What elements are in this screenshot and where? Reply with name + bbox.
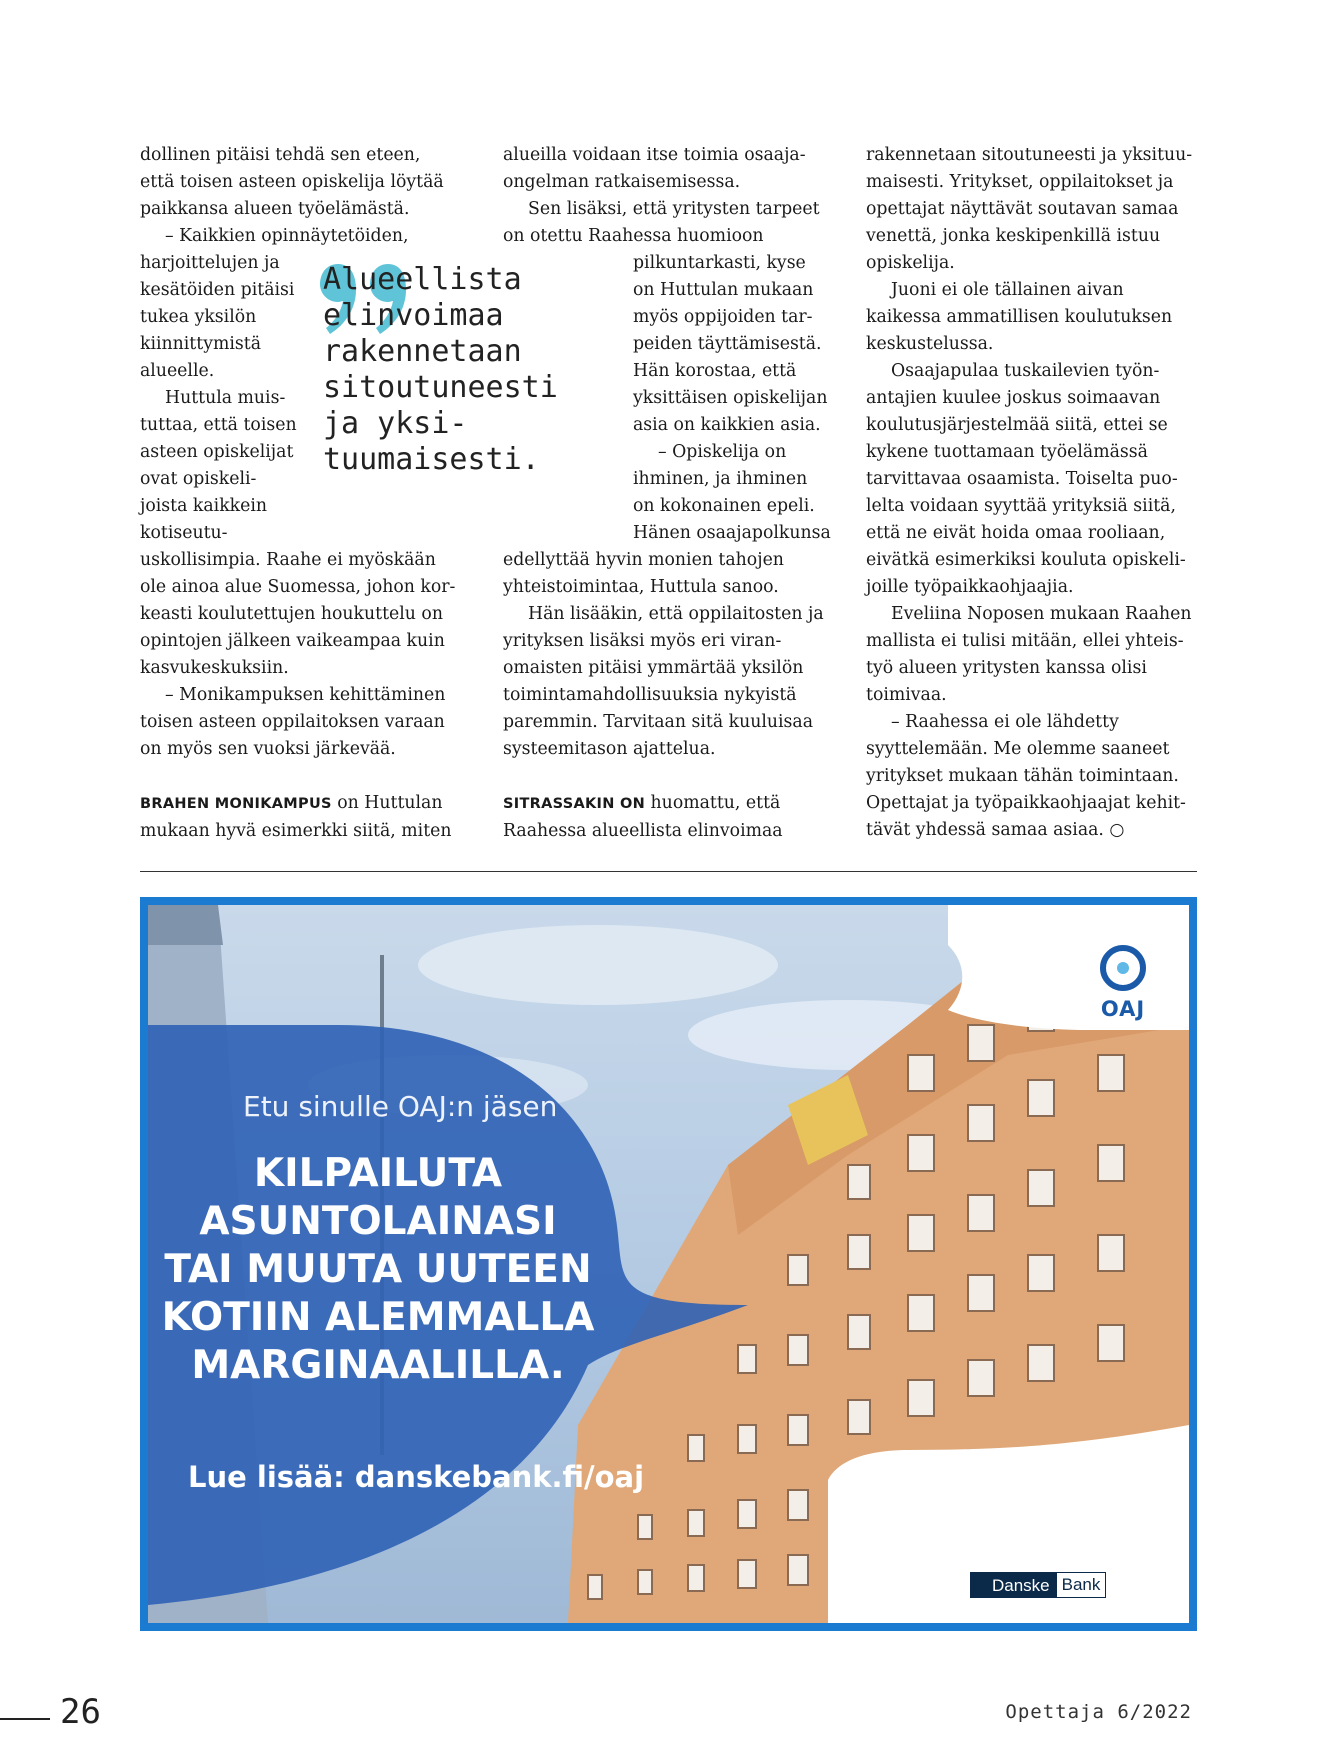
text-line: ovat opiskeli- [140,469,257,489]
article-column-2 [503,142,833,845]
text-line: tarvittavaa osaamista. Toiselta puo- [866,469,1178,489]
text-line: Hän korostaa, että [633,361,797,381]
headline-line: ASUNTOLAINASI [199,1199,557,1244]
text-line: toimintamahdollisuuksia nykyistä [503,685,797,705]
text-line: kykene tuottamaan työelämässä [866,442,1148,462]
text-line: – Monikampuksen kehittäminen [165,685,446,705]
text-line: joista kaikkein [140,496,268,516]
headline-line: KILPAILUTA [253,1151,503,1196]
folio-rule [0,1718,50,1720]
danske-logo-right: Bank [1056,1572,1107,1598]
issue-label: Opettaja 6/2022 [1005,1701,1192,1723]
text-line: – Kaikkien opinnäytetöiden, [165,226,409,246]
danske-logo-left: Danske [970,1572,1056,1598]
text-line: että ne eivät hoida omaa rooliaan, [866,523,1166,543]
text-line: keasti koulutettujen houkuttelu on [140,604,443,624]
text-line: tukea yksilön [140,307,257,327]
text-line: koulutusjärjestelmää siitä, ettei se [866,415,1168,435]
text-line: kaikessa ammatillisen koulutuksen [866,307,1173,327]
text-line: Sen lisäksi, että yritysten tarpeet [528,199,820,219]
text-line: systeemitason ajattelua. [503,739,716,759]
oaj-logo [1088,943,1158,1021]
ad-kicker: Etu sinulle OAJ:n jäsen [243,1090,558,1123]
text-line: yksittäisen opiskelijan [633,388,828,408]
text-line: paremmin. Tarvitaan sitä kuuluisaa [503,712,814,732]
oaj-logo-text: OAJ [1100,997,1146,1021]
headline-line: MARGINAALILLA. [191,1343,565,1388]
pull-quote-line: ja yksi- [323,406,468,441]
text-line: – Raahessa ei ole lähdetty [891,712,1119,732]
text-line: keskustelussa. [866,334,994,354]
text-line: Eveliina Noposen mukaan Raahen [891,604,1192,624]
text-line: edellyttää hyvin monien tahojen [503,550,784,570]
text-line: peiden täyttämisestä. [633,334,822,354]
divider [140,871,1197,872]
text-line: uskollisimpia. Raahe ei myöskään [140,550,436,570]
text-line: kasvukeskuksiin. [140,658,289,678]
text-run: on Huttulan [331,793,443,813]
text-line: Hänen osaajapolkunsa [633,523,831,543]
text-line: Osaajapulaa tuskailevien työn- [891,361,1160,381]
text-line: ongelman ratkaisemisessa. [503,172,741,192]
text-line: Juoni ei ole tällainen aivan [891,280,1124,300]
text-line: opiskelija. [866,253,955,273]
text-line: yritykset mukaan tähän toimintaan. [866,766,1179,786]
pull-quote-line: elinvoimaa [323,298,504,333]
pull-quote [323,262,623,478]
text-line: omaisten pitäisi ymmärtää yksilön [503,658,804,678]
headline-line: TAI MUUTA UUTEEN [164,1247,592,1292]
text-line: Opettajat ja työpaikkaohjaajat kehit- [866,793,1186,813]
advertisement [140,897,1197,1631]
text-line: dollinen pitäisi tehdä sen eteen, [140,145,421,165]
text-line: toisen asteen oppilaitoksen varaan [140,712,445,732]
text-line: yhteistoimintaa, Huttula sanoo. [503,577,779,597]
text-line: alueilla voidaan itse toimia osaaja- [503,145,806,165]
text-line: Huttula muis- [165,388,286,408]
text-line: kiinnittymistä [140,334,261,354]
text-line: paikkansa alueen työelämästä. [140,199,410,219]
text-line: syyttelemään. Me olemme saaneet [866,739,1170,759]
ad-headline [158,1150,598,1390]
text-line: työ alueen yritysten kanssa olisi [866,658,1147,678]
text-line: ihminen, ja ihminen [633,469,808,489]
text-line: että toisen asteen opiskelija löytää [140,172,444,192]
text-line: toimivaa. [866,685,947,705]
text-line: mukaan hyvä esimerkki siitä, miten [140,821,452,841]
section-lead: SITRASSAKIN ON [503,796,646,812]
pull-quote-line: rakennetaan [323,334,522,369]
ad-cta-link[interactable]: Lue lisää: danskebank.fi/oaj [188,1460,645,1494]
text-line: tuttaa, että toisen [140,415,297,435]
text-line: ole ainoa alue Suomessa, johon kor- [140,577,456,597]
text-line: harjoittelujen ja [140,253,280,273]
pull-quote-line: Alueellista [323,262,522,297]
text-line: myös oppijoiden tar- [633,307,813,327]
text-line: venettä, jonka keskipenkillä istuu [866,226,1161,246]
text-line: opintojen jälkeen vaikeampaa kuin [140,631,445,651]
pull-quote-line: sitoutuneesti [323,370,558,405]
text-line: opettajat näyttävät soutavan samaa [866,199,1179,219]
text-line: kesätöiden pitäisi [140,280,295,300]
danske-bank-logo [970,1572,1106,1598]
text-line [503,790,833,818]
text-line: tävät yhdessä samaa asiaa. ○ [866,820,1125,840]
text-line: mallista ei tulisi mitään, ellei yhteis- [866,631,1184,651]
section-lead: BRAHEN MONIKAMPUS [140,796,332,812]
text-line: lelta voidaan syyttää yrityksiä siitä, [866,496,1176,516]
text-line: on Huttulan mukaan [633,280,814,300]
text-line: alueelle. [140,361,215,381]
headline-line: KOTIIN ALEMMALLA [161,1295,595,1340]
text-line: – Opiskelija on [658,442,787,462]
text-line: maisesti. Yritykset, oppilaitokset ja [866,172,1174,192]
text-line: eivätkä esimerkiksi kouluta opiskeli- [866,550,1186,570]
text-line: rakennetaan sitoutuneesti ja yksituu- [866,145,1193,165]
pull-quote-line: tuumaisesti. [323,442,540,477]
text-line: Raahessa alueellista elinvoimaa [503,821,783,841]
text-run: huomattu, että [645,793,781,813]
text-line: pilkuntarkasti, kyse [633,253,806,273]
text-line: on myös sen vuoksi järkevää. [140,739,396,759]
text-line [140,790,470,818]
ad-photo [148,905,1189,1623]
oaj-swirl-icon [1094,943,1152,993]
text-line: asteen opiskelijat [140,442,294,462]
text-line: kotiseutu- [140,523,228,543]
text-line: asia on kaikkien asia. [633,415,821,435]
text-line: Hän lisääkin, että oppilaitosten ja [528,604,824,624]
text-line: on otettu Raahessa huomioon [503,226,764,246]
text-line: antajien kuulee joskus soimaavan [866,388,1161,408]
article-column-3 [866,142,1206,844]
page-number: 26 [60,1692,101,1732]
text-line: joille työpaikkaohjaajia. [866,577,1074,597]
article-column-1 [140,142,470,845]
text-line: yrityksen lisäksi myös eri viran- [503,631,782,651]
text-line: on kokonainen epeli. [633,496,815,516]
